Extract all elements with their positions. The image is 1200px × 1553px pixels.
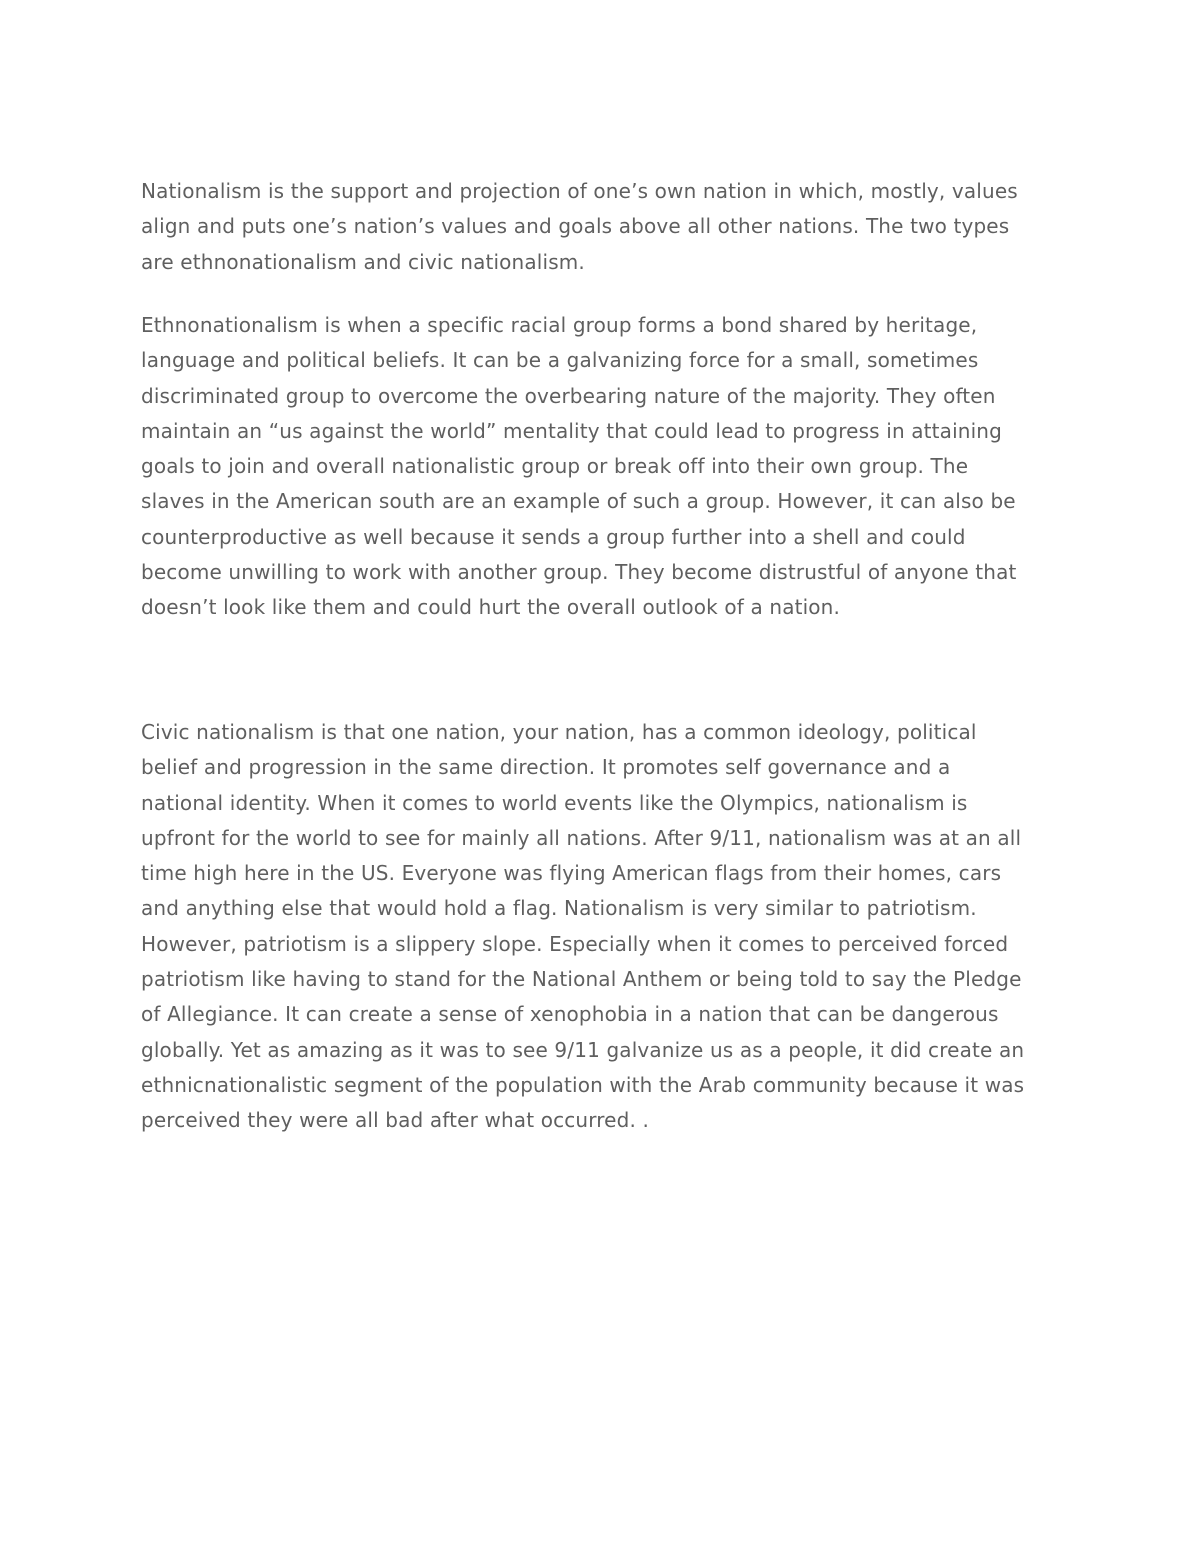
text-line: Ethnonationalism is when a specific racial group forms a bond shared by heritage, (141, 313, 978, 337)
text-line: patriotism like having to stand for the National Anthem or being told to say the Pledge (141, 967, 1022, 992)
text-line: upfront for the world to see for mainly all nations. After 9/11, nationalism was at an all (141, 825, 1022, 850)
text-line: Nationalism is the support and projection of one’s own nation in which, mostly, values (141, 179, 1018, 203)
text-line: become unwilling to work with another group. They become distrustful of anyone that (141, 560, 1017, 585)
text-line: globally. Yet as amazing as it was to see 9/11 galvanize us as a people, it did create an (141, 1037, 1025, 1062)
text-line: language and political beliefs. It can be a galvanizing force for a small, sometimes (141, 348, 979, 373)
text-line: belief and progression in the same direction. It promotes self governance and a (141, 755, 951, 780)
text-line: and anything else that would hold a flag. Nationalism is very similar to patriotism. (141, 896, 977, 921)
text-line: time high here in the US. Everyone was flying American flags from their homes, cars (141, 861, 1002, 886)
text-line: discriminated group to overcome the overbearing nature of the majority. They often (141, 383, 996, 408)
paragraph-ethnonationalism (141, 308, 1017, 626)
text-line: national identity. When it comes to world events like the Olympics, nationalism is (141, 790, 968, 815)
text-line: ethnicnationalistic segment of the population with the Arab community because it was (141, 1072, 1025, 1097)
text-line: counterproductive as well because it sends a group further into a shell and could (141, 524, 966, 549)
text-line: of Allegiance. It can create a sense of xenophobia in a nation that can be dangerous (141, 1002, 999, 1027)
paragraph-civic-nationalism (141, 715, 1024, 1139)
text-line: slaves in the American south are an example of such a group. However, it can also be (141, 489, 1016, 514)
text-line: perceived they were all bad after what occurred. . (141, 1108, 649, 1133)
text-line: align and puts one’s nation’s values and goals above all other nations. The two types (141, 214, 1010, 239)
text-line: However, patriotism is a slippery slope. Especially when it comes to perceived forced (141, 931, 1009, 956)
text-line: maintain an “us against the world” mentality that could lead to progress in attaining (141, 418, 1002, 443)
text-line: Civic nationalism is that one nation, your nation, has a common ideology, political (141, 720, 977, 744)
text-line: goals to join and overall nationalistic group or break off into their own group. The (141, 454, 969, 479)
paragraph-nationalism-definition (141, 174, 1018, 280)
text-line: doesn’t look like them and could hurt the overall outlook of a nation. (141, 595, 841, 620)
text-line: are ethnonationalism and civic nationalism. (141, 249, 585, 274)
